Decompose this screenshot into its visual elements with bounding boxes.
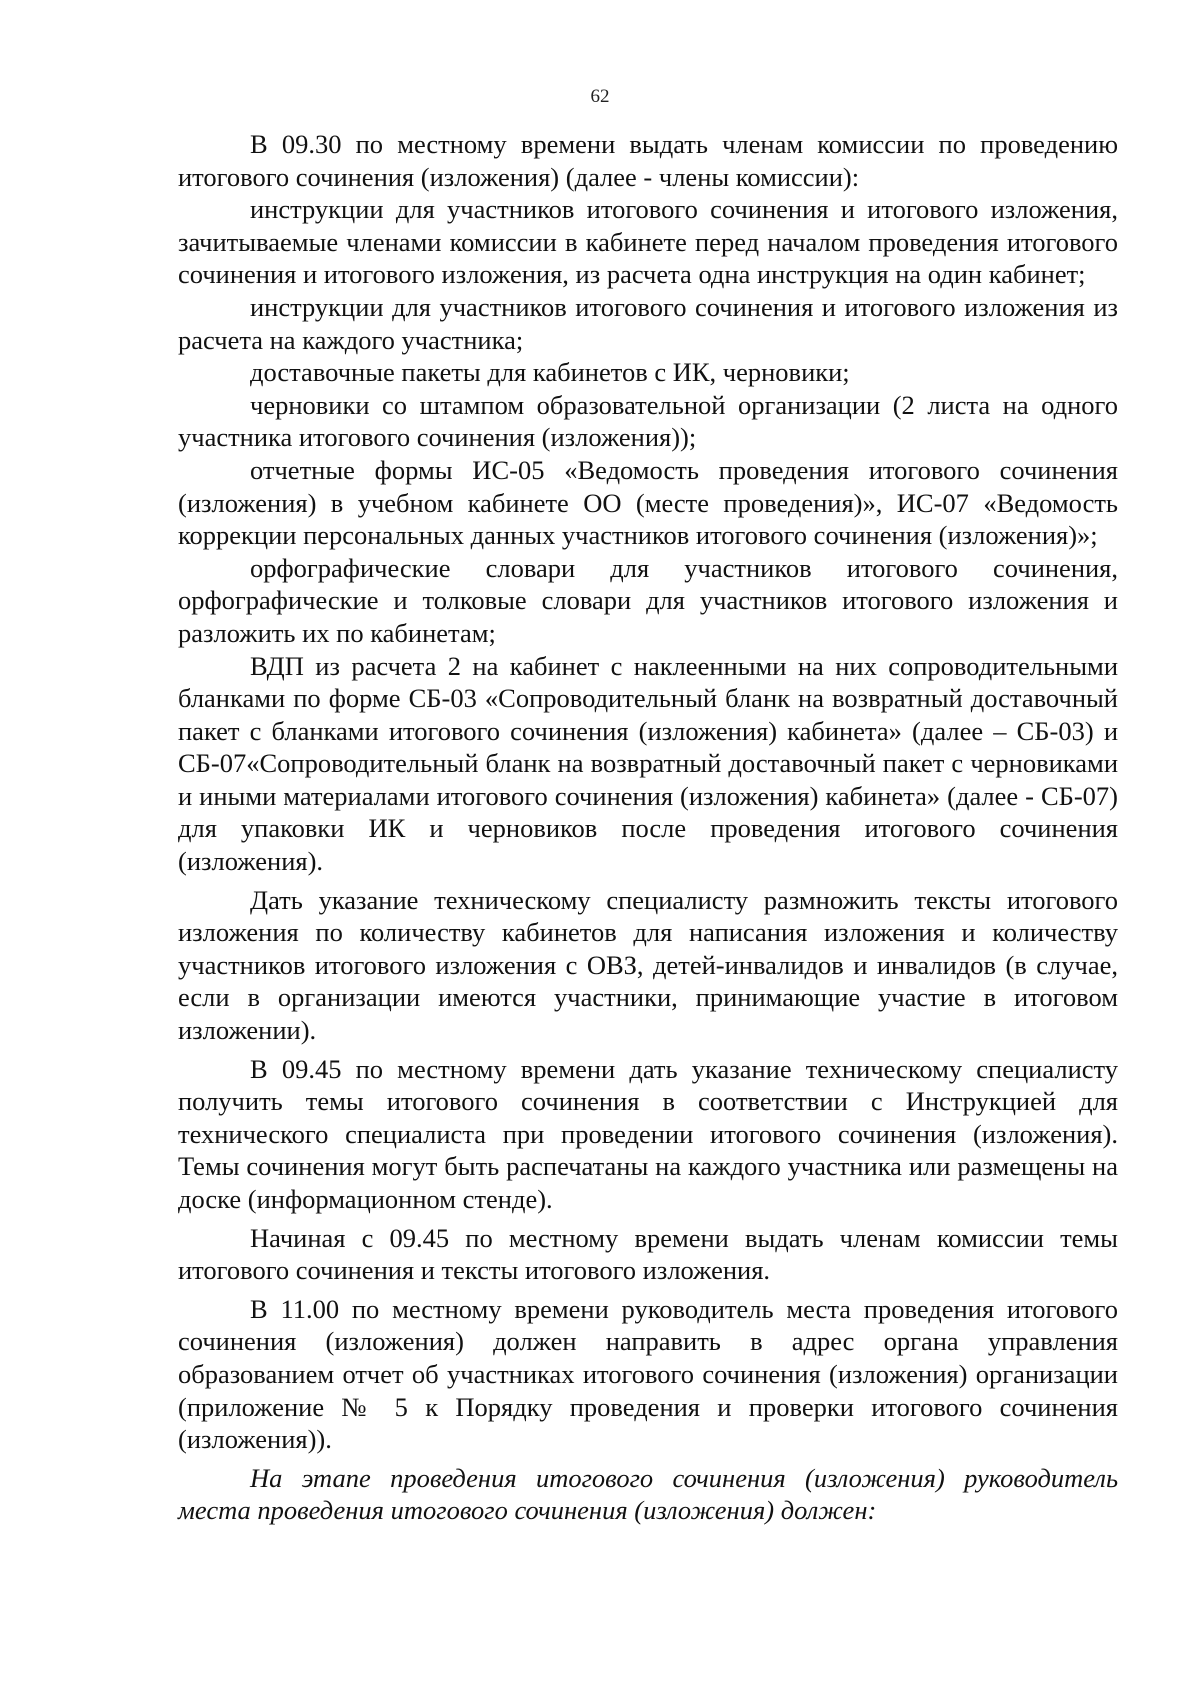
paragraph-instructions-each: инструкции для участников итогового сочинения и итогового изложения из расчета на каждого участника; [178, 291, 1118, 355]
paragraph-return-packets: ВДП из расчета 2 на кабинет с наклеенными на них сопроводительными бланками по форме СБ-03 «Сопроводительный бланк на возвратный доставочный пакет с бланками итогового сочинения (изложения) кабинета» (далее – СБ-03) и СБ-07«Сопроводительный бланк на возвратный доставочный пакет с черновиками и иными материалами итогового сочинения (изложения) кабинета» (далее - СБ-07) для упаковки ИК и черновиков после проведения итогового сочинения (изложения). [178, 650, 1118, 877]
paragraph-drafts: черновики со штампом образовательной организации (2 листа на одного участника итогового сочинения (изложения)); [178, 389, 1118, 453]
paragraph-issue-time: В 09.30 по местному времени выдать членам комиссии по проведению итогового сочинения (изложения) (далее - члены комиссии): [178, 129, 1118, 192]
paragraph-report-forms: отчетные формы ИС-05 «Ведомость проведения итогового сочинения (изложения) в учебном кабинете ОО (месте проведения)», ИС-07 «Ведомость коррекции персональных данных участников итогового сочинения (изложения)»; [178, 454, 1118, 551]
page-number: 62 [590, 86, 610, 107]
paragraph-report: В 11.00 по местному времени руководитель места проведения итогового сочинения (изложения) должен направить в адрес органа управления образованием отчет об участниках итогового сочинения (изложения) организации (приложение № 5 к Порядку проведения и проверки итогового сочинения (изложения)). [178, 1293, 1118, 1455]
paragraph-delivery-packets: доставочные пакеты для кабинетов с ИК, черновики; [250, 357, 850, 388]
paragraph-stage-heading: На этапе проведения итогового сочинения (изложения) руководитель места проведения итогового сочинения (изложения) должен: [178, 1462, 1118, 1526]
paragraph-topics: В 09.45 по местному времени дать указание техническому специалисту получить темы итогового сочинения в соответствии с Инструкцией для технического специалиста при проведении итогового сочинения (изложения). Темы сочинения могут быть распечатаны на каждого участника или размещены на доске (информационном стенде). [178, 1053, 1118, 1214]
paragraph-issue-topics: Начиная с 09.45 по местному времени выдать членам комиссии темы итогового сочинения и тексты итогового изложения. [178, 1222, 1118, 1286]
paragraph-instructions-read: инструкции для участников итогового сочинения и итогового изложения, зачитываемые членами комиссии в кабинете перед началом проведения итогового сочинения и итогового изложения, из расчета одна инструкция на один кабинет; [178, 194, 1118, 290]
document-body [178, 128, 1118, 1527]
paragraph-copy-texts: Дать указание техническому специалисту размножить тексты итогового изложения по количеству кабинетов для написания изложения и количеству участников итогового изложения с ОВЗ, детей-инвалидов и инвалидов (в случае, если в организации имеются участники, принимающие участие в итоговом изложении). [178, 884, 1118, 1046]
paragraph-dictionaries: орфографические словари для участников итогового сочинения, орфографические и толковые словари для участников итогового изложения и разложить их по кабинетам; [178, 552, 1118, 648]
